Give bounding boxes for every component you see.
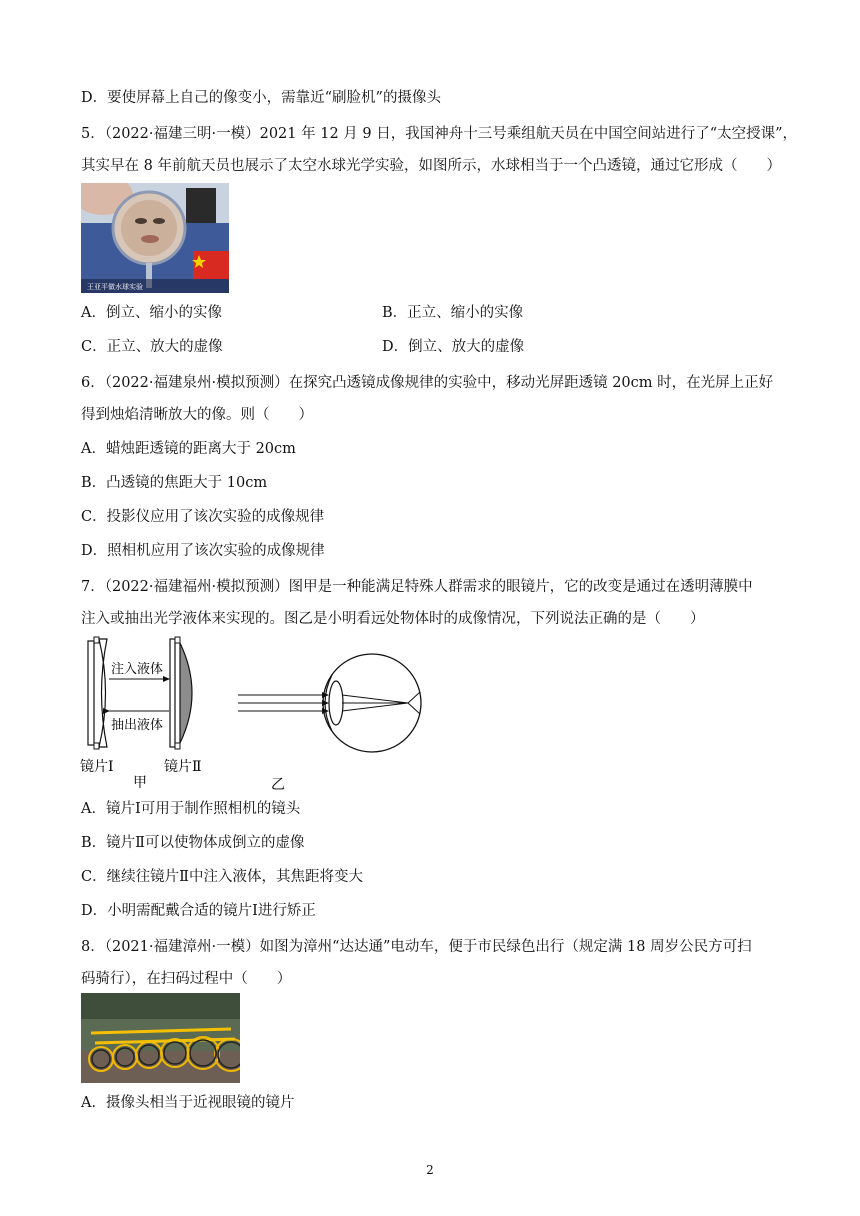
q8-stem-line-2: 码骑行），在扫码过程中（ ）: [81, 971, 292, 987]
q5-photo-caption: 王亚平做水球实验: [87, 283, 143, 291]
lens-one-diagram: [88, 637, 107, 749]
q5-option-d: D．倒立、放大的虚像: [382, 339, 525, 355]
q5-stem-line-2: 其实早在 8 年前航天员也展示了太空水球光学实验，如图所示，水球相当于一个凸透镜，通过它形成（ ）: [81, 158, 781, 174]
q6-option-b: B．凸透镜的焦距大于 10cm: [81, 475, 268, 491]
q8-option-a: A．摄像头相当于近视眼镜的镜片: [81, 1095, 295, 1111]
q5-water-ball-photo: [81, 183, 229, 293]
q6-stem-line-1: 6．（2022·福建泉州·模拟预测）在探究凸透镜成像规律的实验中，移动光屏距透镜 20cm 时，在光屏上正好: [81, 375, 774, 391]
q7-option-d: D．小明需配戴合适的镜片Ⅰ进行矫正: [81, 903, 316, 919]
q5-option-a: A．倒立、缩小的实像: [81, 305, 222, 321]
q5-stem-line-1: 5．（2022·福建三明·一模）2021 年 12 月 9 日，我国神舟十三号乘组航天员在中国空间站进行了“太空授课”，: [81, 126, 798, 142]
q7-option-a: A．镜片Ⅰ可用于制作照相机的镜头: [81, 801, 301, 817]
q7-option-c: C．继续往镜片Ⅱ中注入液体，其焦距将变大: [81, 869, 363, 885]
q7-option-b: B．镜片Ⅱ可以使物体成倒立的虚像: [81, 835, 305, 851]
figure-yi-label: 乙: [271, 777, 285, 793]
q6-option-a: A．蜡烛距透镜的距离大于 20cm: [81, 441, 296, 457]
lens-two-diagram: [170, 637, 192, 749]
q6-stem-line-2: 得到烛焰清晰放大的像。则（ ）: [81, 407, 313, 423]
extract-liquid-label: 抽出液体: [111, 718, 164, 733]
eye-diagram: [238, 654, 421, 752]
q6-option-d: D．照相机应用了该次实验的成像规律: [81, 543, 325, 559]
q6-option-c: C．投影仪应用了该次实验的成像规律: [81, 509, 325, 525]
lens-two-label: 镜片Ⅱ: [164, 759, 202, 775]
q8-bicycles-photo: [81, 993, 240, 1083]
figure-jia-label: 甲: [133, 775, 147, 791]
lens-one-label: 镜片Ⅰ: [80, 759, 114, 775]
q5-option-c: C．正立、放大的虚像: [81, 339, 223, 355]
q8-stem-line-1: 8．（2021·福建漳州·一模）如图为漳州“达达通”电动车，便于市民绿色出行（规定满 18 周岁公民方可扫: [81, 939, 752, 955]
q4-option-d: D．要使屏幕上自己的像变小，需靠近“刷脸机”的摄像头: [81, 90, 441, 106]
page-number: 2: [426, 1163, 434, 1177]
q7-stem-line-2: 注入或抽出光学液体来实现的。图乙是小明看远处物体时的成像情况，下列说法正确的是（ ）: [81, 611, 705, 627]
q5-option-b: B．正立、缩小的实像: [382, 305, 524, 321]
q7-stem-line-1: 7．（2022·福建福州·模拟预测）图甲是一种能满足特殊人群需求的眼镜片，它的改变是通过在透明薄膜中: [81, 579, 753, 595]
q7-lens-and-eye-figure: [80, 633, 440, 793]
inject-liquid-label: 注入液体: [111, 662, 164, 677]
